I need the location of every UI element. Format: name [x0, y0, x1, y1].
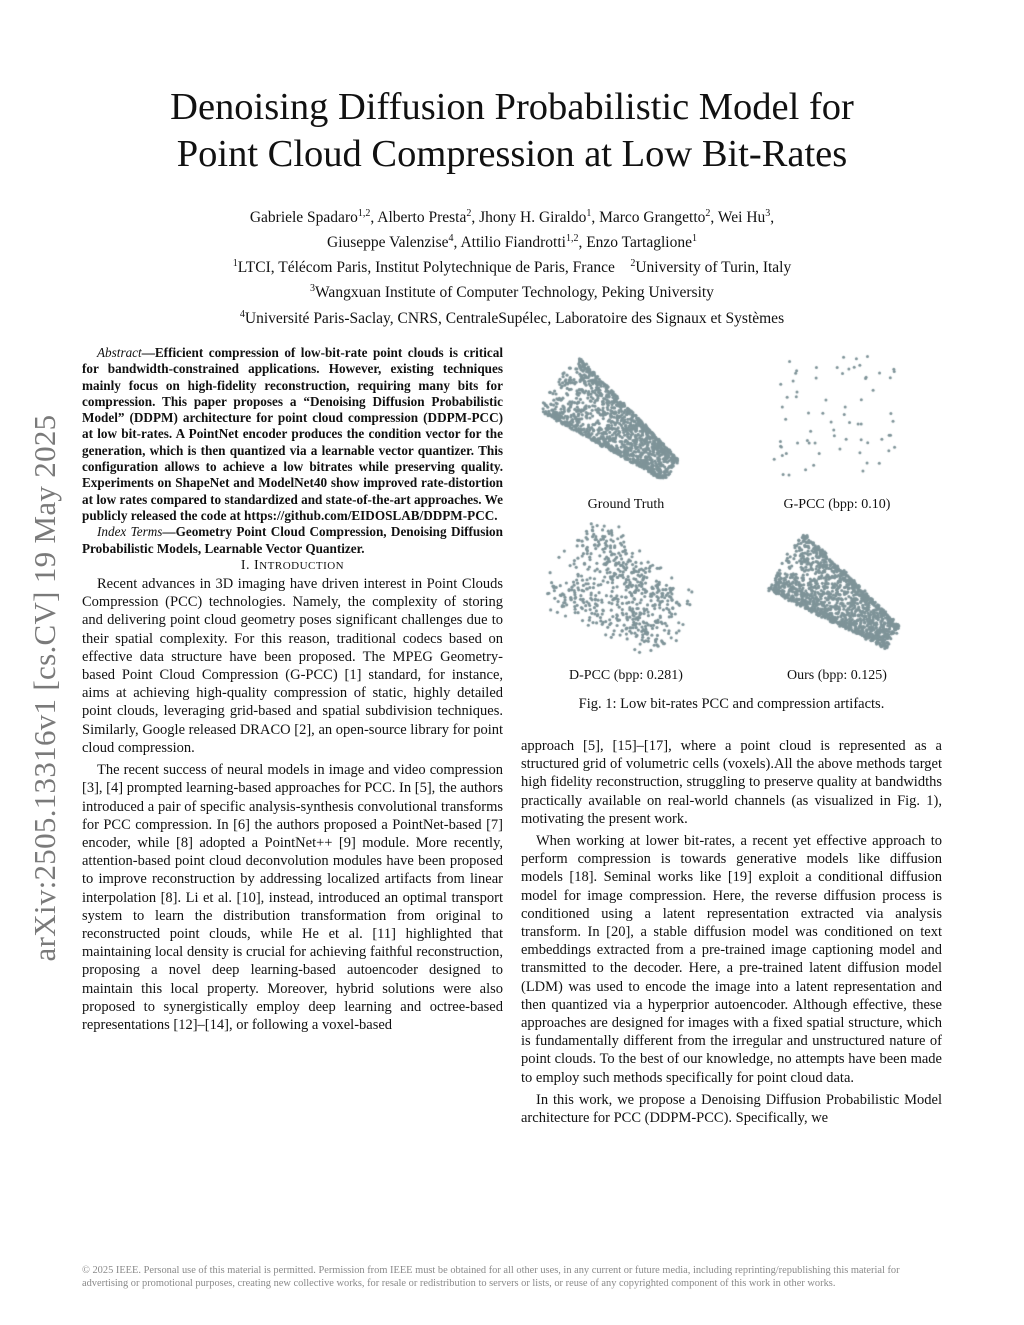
author-name: Marco Grangetto: [599, 209, 706, 227]
author-aff: 2: [705, 208, 711, 219]
author-aff: 2: [466, 208, 472, 219]
abstract-text: —Efficient compression of low-bit-rate point clouds is critical for bandwidth-constrained applications. However, existing techniques mainly focus on high-fidelity reconstruction, requiring many bits for compression. This paper proposes a “Denoising Diffusion Probabilistic Model” (DDPM) architecture for point cloud compression (DDPM-PCC) at low bit-rates. A PointNet encoder produces the condition vector for the generation, which is then quantized via a learnable vector quantizer. This configuration allows to achieve a low bitrates while preserving quality. Experiments on ShapeNet and ModelNet40 show improved rate-distortion at low rates compared to standardized and state-of-the-art approaches. We publicly released the code at https://github.com/EIDOSLAB/DDPM-PCC.: [82, 345, 503, 523]
author-name: Attilio Fiandrotti: [460, 234, 566, 252]
paragraph: In this work, we propose a Denoising Diffusion Probabilistic Model architecture for PCC (DDPM-PCC). Specifically, we: [521, 1091, 942, 1127]
title-line: Point Cloud Compression at Low Bit-Rates: [176, 133, 848, 175]
affiliation-line: [0, 278, 1024, 303]
paragraph: approach [5], [15]–[17], where a point cloud is represented as a structured grid of volumetric cells (voxels).All the above methods target high fidelity reconstruction, struggling to preserve quality at bandwidths practically available on real-world channels (as visualized in Fig. 1), motivating the present work.: [521, 738, 942, 827]
right-column: [521, 737, 942, 1127]
section-number: I.: [240, 557, 251, 573]
author-aff: 1: [586, 208, 592, 219]
author-aff: 4: [448, 233, 454, 245]
author-name: Alberto Presta: [377, 209, 467, 227]
affiliation: Wangxuan Institute of Computer Technology, Peking University: [315, 284, 714, 302]
left-column: [82, 345, 503, 1034]
paper-title: [0, 84, 1024, 178]
author-name: Wei Hu: [717, 209, 766, 227]
aff-num: 2: [630, 258, 636, 270]
panel-label: D-PCC (bpp: 0.281): [569, 668, 683, 683]
author-name: Enzo Tartaglione: [586, 234, 692, 252]
arxiv-identifier: arXiv:2505.13316v1 [cs.CV] 19 May 2025: [27, 414, 62, 962]
author-name: Gabriele Spadaro: [249, 209, 358, 227]
index-terms: [82, 524, 503, 557]
affiliation: LTCI, Télécom Paris, Institut Polytechnique de Paris, France: [237, 259, 615, 277]
point-cloud-gpcc: [732, 340, 942, 490]
author-line: Gabriele Spadaro$^{1,2}$, Alberto Presta$^2$, Jhony H. Giraldo$^1$, Marco Grangetto$^2$, Wei Hu$^3$,: [249, 208, 775, 227]
section-heading: [82, 557, 503, 575]
abstract-label: Abstract: [97, 345, 142, 360]
author-line: Giuseppe Valenzise$^4$, Attilio Fiandrotti$^{1,2}$, Enzo Tartaglione$^1$: [327, 233, 697, 252]
copyright-footer: © 2025 IEEE. Personal use of this material is permitted. Permission from IEEE must be obtained for all other uses, in any current or future media, including reprinting/republishing this material for advertising or promotional purposes, creating new collective works, for resale or redistribution to servers or lists, or reuse of any copyrighted component of this work in other works.: [82, 1265, 900, 1289]
section-title-rest: NTRODUCTION: [259, 559, 345, 572]
author-name: Giuseppe Valenzise: [327, 234, 449, 252]
paragraph: Recent advances in 3D imaging have driven interest in Point Clouds Compression (PCC) technologies. Namely, the complexity of storing and delivering point cloud geometry poses significant challenges due to their spatial complexity. For this reason, traditional codecs based on effective data structure have been proposed. The MPEG Geometry-based Point Cloud Compression (G-PCC) [1] standard, for instance, aims at achieving high-quality compression of static, highly detailed point clouds, leveraging grid-based and spatial subdivision techniques. Similarly, Google released DRACO [2], an open-source library for point cloud compression.: [82, 576, 503, 756]
aff-num: 1: [232, 258, 238, 270]
panel-label: Ours (bpp: 0.125): [787, 668, 887, 683]
affiliation: University of Turin, Italy: [635, 259, 792, 277]
index-terms-text: —Geometry Point Cloud Compression, Denoising Diffusion Probabilistic Models, Learnable Vector Quantizer.: [82, 524, 503, 556]
title-line: Denoising Diffusion Probabilistic Model for: [170, 86, 854, 128]
author-aff: 1,2: [565, 233, 579, 245]
author-aff: 1: [692, 233, 697, 245]
section-title-initial: I: [254, 557, 260, 573]
panel-label: G-PCC (bpp: 0.10): [783, 497, 891, 512]
figure-caption: Fig. 1: Low bit-rates PCC and compression artifacts.: [578, 696, 885, 712]
paragraph: The recent success of neural models in image and video compression [3], [4] prompted learning-based approaches for PCC. In [5], the authors introduced a pair of specific analysis-synthesis convolutional transforms for PCC compression. In [6] the authors proposed a PointNet-based [7] encoder, while [8] adopted a PointNet++ [9] module. More recently, attention-based point cloud deconvolution modules have been proposed to improve reconstruction by addressing localized artifacts from linear interpolation [8]. Li et al. [10], instead, introduced an optimal transport system to learn the distribution transformation from original to reconstructed point clouds, while He et al. [11] highlighted that maintaining local density is crucial for achieving faithful reconstruction, proposing a novel deep learning-based autoencoder designed to maintain this local property. Moreover, hybrid solutions were also proposed to synergistically employ deep learning and octree-based representations [12]–[14], or following a voxel-based: [82, 762, 503, 1033]
author-name: Jhony H. Giraldo: [479, 209, 587, 227]
point-cloud-ours: [732, 522, 942, 672]
author-aff: 1,2: [357, 208, 371, 219]
panel-label: Ground Truth: [587, 497, 665, 512]
point-cloud-ground-truth: [521, 340, 731, 490]
point-cloud-dpcc: [521, 522, 731, 672]
abstract: [82, 345, 503, 524]
aff-num: 3: [310, 283, 316, 295]
index-terms-label: Index Terms: [97, 524, 163, 540]
author-aff: 3: [765, 208, 771, 219]
author-block: [0, 203, 1024, 329]
affiliation: Université Paris-Saclay, CNRS, CentraleSupélec, Laboratoire des Signaux et Systèmes: [244, 309, 785, 327]
aff-num: 4: [239, 308, 245, 320]
paragraph: When working at lower bit-rates, a recent yet effective approach to perform compression is towards generative models like diffusion models [18]. Seminal works like [19] exploit a conditional diffusion model for image compression. Here, the reverse diffusion process is conditioned using a latent representation extracted via analysis transform. In [20], a stable diffusion model was conditioned on text embeddings extracted from a pre-trained image captioning model and transmitted to the decoder. Here, a pre-trained latent diffusion model (LDM) was used to encode the image into a latent representation and then quantized via a hyperprior autoencoder. Although effective, these approaches are designed for images with a fixed spatial structure, which is fundamentally different from the irregular and unstructured nature of point clouds. To the best of our knowledge, no attempts have been made to employ such methods specifically for point cloud data.: [521, 833, 942, 1086]
affiliation-line: [0, 253, 1024, 278]
affiliation-line: [0, 304, 1024, 329]
